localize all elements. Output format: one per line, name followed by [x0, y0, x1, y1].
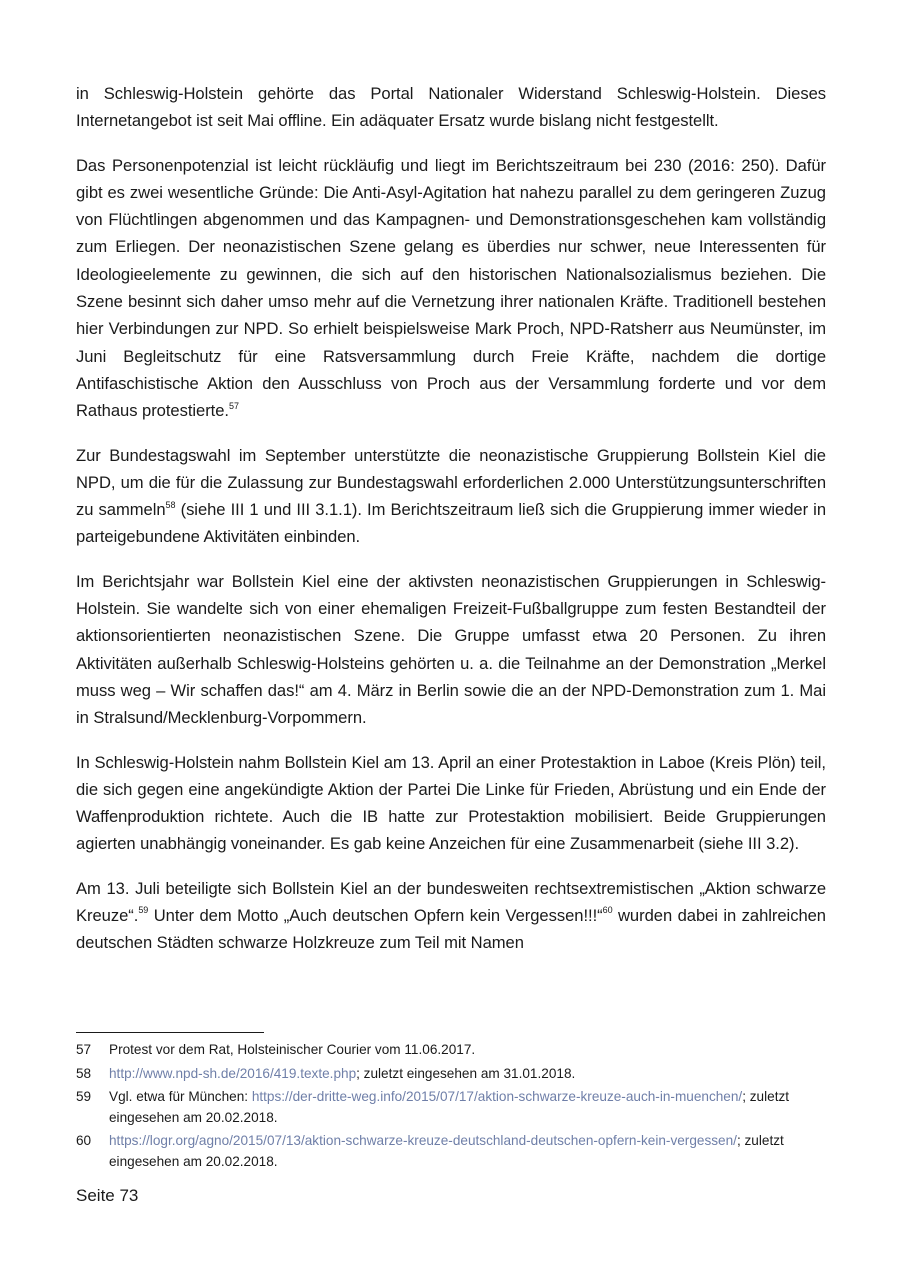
- footnote-number: 59: [76, 1089, 92, 1104]
- footnote-ref-60[interactable]: 60: [602, 905, 613, 916]
- footnote-59: [76, 1087, 826, 1128]
- footnote-divider: [76, 1032, 264, 1033]
- footnote-text-suffix: ; zuletzt eingesehen am 20.02.2018.: [109, 1133, 784, 1169]
- paragraph-2-text: Das Personenpotenzial ist leicht rückläufig und liegt im Berichtszeitraum bei 230 (2016: 250). Dafür gibt es zwei wesentliche Gründe: Die Anti-Asyl-Agitation hat nahezu parallel zu dem geringeren Zuzug von Flüchtlingen abgenommen und das Kampagnen- und Demonstrationsgeschehen kam vollständig zum Erliegen. Der neonazistischen Szene gelang es überdies nur schwer, neue Interessenten für Ideologieelemente zu gewinnen, die sich auf den historischen Nationalsozialismus beziehen. Die Szene besinnt sich daher umso mehr auf die Vernetzung ihrer nationalen Kräfte. Traditionell bestehen hier Verbindungen zur NPD. So erhielt beispielsweise Mark Proch, NPD-Ratsherr aus Neumünster, im Juni Begleitschutz für eine Ratsversammlung durch Freie Kräfte, nachdem die dortige Antifaschistische Aktion den Ausschluss von Proch aus der Versammlung forderte und vor dem Rathaus protestierte.: [76, 155, 826, 421]
- footnote-text-lead: Protest vor dem Rat, Holsteinischer Courier vom 11.06.2017.: [109, 1042, 476, 1057]
- footnote-text: [109, 1064, 826, 1085]
- paragraph-3: [76, 442, 826, 551]
- footnote-57: [76, 1040, 826, 1061]
- footnote-number: 58: [76, 1065, 92, 1081]
- paragraph-6-text-c: wurden dabei in zahlreichen deutschen Städten schwarze Holzkreuze zum Teil mit Namen: [76, 906, 826, 953]
- footnote-link[interactable]: https://logr.org/agno/2015/07/13/aktion-schwarze-kreuze-deutschland-deutschen-opfern-kein-vergessen/: [109, 1133, 737, 1148]
- paragraph-5: In Schleswig-Holstein nahm Bollstein Kiel am 13. April an einer Protestaktion in Laboe (Kreis Plön) teil, die sich gegen eine angekündigte Aktion der Partei Die Linke für Frieden, Abrüstung und ein Ende der Waffenproduktion richtete. Auch die IB hatte zur Protestaktion mobilisiert. Beide Gruppierungen agierten unabhängig voneinander. Es gab keine Anzeichen für eine Zusammenarbeit (siehe III 3.2).: [76, 752, 826, 854]
- footnote-text: [109, 1131, 826, 1172]
- paragraph-2: [76, 152, 826, 425]
- footnote-link[interactable]: https://der-dritte-weg.info/2015/07/17/aktion-schwarze-kreuze-auch-in-muenchen/: [251, 1089, 743, 1104]
- footnote-text: [109, 1087, 826, 1128]
- footnote-text-suffix: ; zuletzt eingesehen am 20.02.2018.: [109, 1089, 790, 1125]
- paragraph-4: Im Berichtsjahr war Bollstein Kiel eine der aktivsten neonazistischen Gruppierungen in Schleswig-Holstein. Sie wandelte sich von einer ehemaligen Freizeit-Fußballgruppe zum festen Bestandteil der aktionsorientierten neonazistischen Szene. Die Gruppe umfasst etwa 20 Personen. Zu ihren Aktivitäten außerhalb Schleswig-Holsteins gehörten u. a. die Teilnahme an der Demonstration „Merkel muss weg – Wir schaffen das!“ am 4. März in Berlin sowie die an der NPD-Demonstration zum 1. Mai in Stralsund/Mecklenburg-Vorpommern.: [76, 571, 826, 728]
- footnote-number: 60: [76, 1133, 92, 1148]
- footnotes: [76, 1040, 826, 1175]
- footnote-58: [76, 1064, 826, 1085]
- paragraph-1: in Schleswig-Holstein gehörte das Portal Nationaler Widerstand Schleswig-Holstein. Dieses Internetangebot ist seit Mai offline. Ein adäquater Ersatz wurde bislang nicht festgestellt.: [76, 84, 826, 131]
- page-number: Seite 73: [76, 1186, 139, 1205]
- footnote-60: [76, 1131, 826, 1172]
- paragraph-6: [76, 875, 826, 957]
- paragraph-3-text-b: (siehe III 1 und III 3.1.1). Im Berichtszeitraum ließ sich die Gruppierung immer wieder in parteigebundene Aktivitäten einbinden.: [76, 500, 826, 547]
- footnote-ref-57[interactable]: 57: [229, 400, 239, 411]
- paragraph-6-text-b: Unter dem Motto „Auch deutschen Opfern kein Vergessen!!!“: [148, 906, 603, 926]
- footnote-number: 57: [76, 1042, 92, 1057]
- footnote-text-suffix: ; zuletzt eingesehen am 31.01.2018.: [356, 1065, 576, 1081]
- paragraph-6-text-a: Am 13. Juli beteiligte sich Bollstein Kiel an der bundesweiten rechtsextremistischen „Aktion schwarze Kreuze“.: [76, 878, 826, 926]
- footnote-link[interactable]: http://www.npd-sh.de/2016/419.texte.php: [109, 1065, 357, 1081]
- body-text: [76, 80, 826, 957]
- paragraph-3-text-a: Zur Bundestagswahl im September unterstützte die neonazistische Gruppierung Bollstein Kiel die NPD, um die für die Zulassung zur Bundestagswahl erforderlichen 2.000 Unterstützungsunterschriften zu sammeln: [76, 445, 826, 520]
- footnote-ref-59[interactable]: 59: [138, 905, 149, 916]
- footnote-text: [109, 1040, 826, 1061]
- footnote-text-lead: Vgl. etwa für München:: [109, 1089, 252, 1104]
- footnote-ref-58[interactable]: 58: [165, 499, 176, 510]
